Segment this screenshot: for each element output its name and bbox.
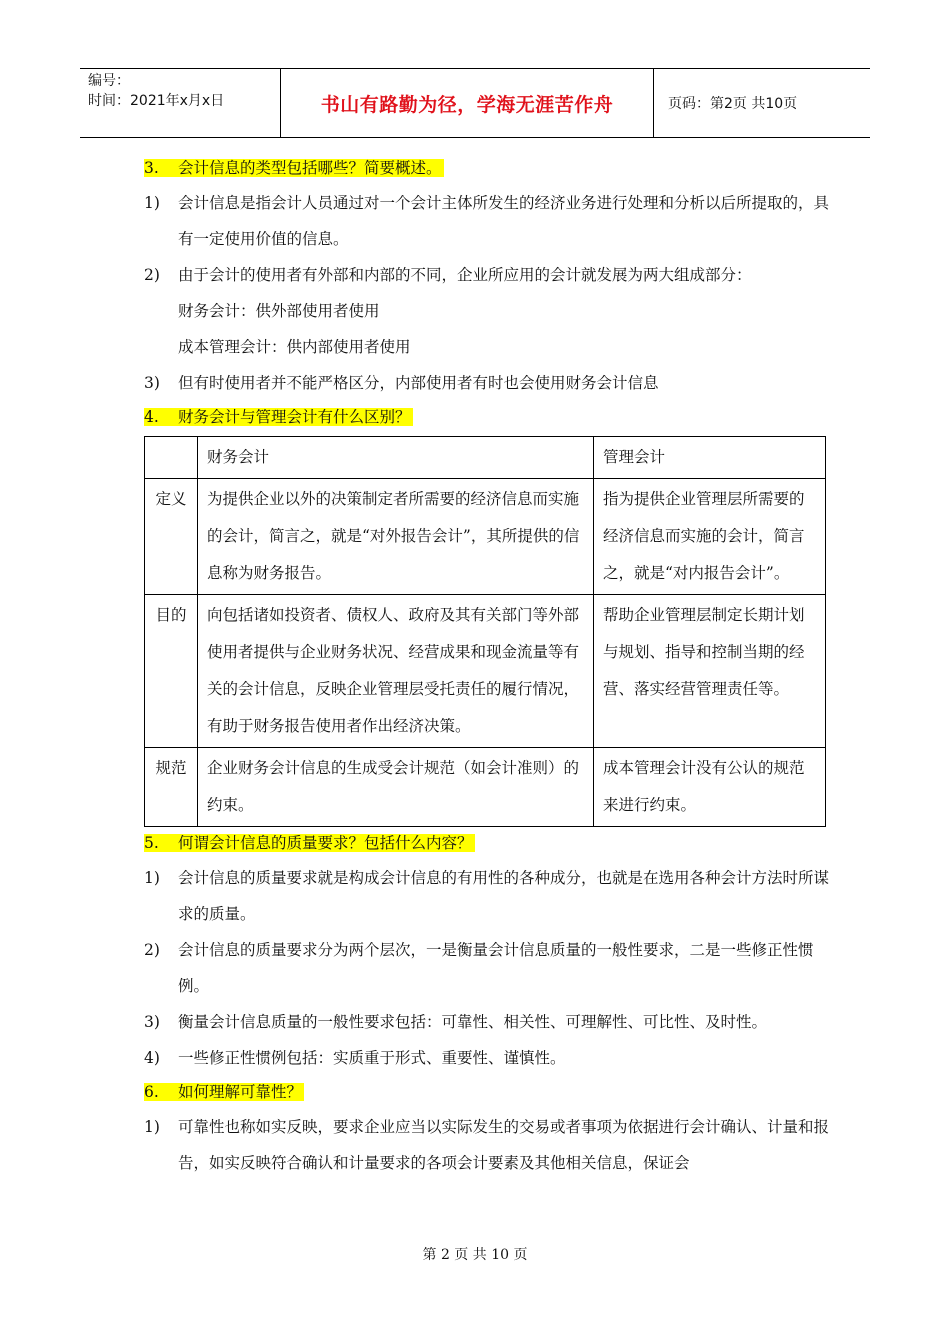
list-item [144,1040,834,1076]
table-header-cell: 财务会计 [198,437,594,479]
item-number: 4) [144,1049,160,1067]
row-label: 目的 [145,595,198,748]
question-5-heading [144,827,834,860]
item-text: 但有时使用者并不能严格区分，内部使用者有时也会使用财务会计信息 [178,374,659,392]
list-item [144,860,834,932]
question-number: 3. [144,159,159,177]
comparison-table [144,436,826,827]
table-row [145,748,826,827]
list-item [144,257,834,293]
item-text: 可靠性也称如实反映，要求企业应当以实际发生的交易或者事项为依据进行会计确认、计量和报告，如实反映符合确认和计量要求的各项会计要素及其他相关信息，保证会 [178,1118,830,1172]
list-item [144,365,834,401]
question-number: 5. [144,834,159,852]
header-page-info: 页码：第2页 共10页 [668,96,798,112]
question-6-heading [144,1076,834,1109]
table-cell: 指为提供企业管理层所需要的经济信息而实施的会计，简言之，就是“对内报告会计”。 [594,479,826,595]
question-title: 财务会计与管理会计有什么区别？ [178,408,411,426]
document-body [144,152,834,1181]
table-cell: 成本管理会计没有公认的规范来进行约束。 [594,748,826,827]
item-text: 一些修正性惯例包括：实质重于形式、重要性、谨慎性。 [178,1049,566,1067]
item-number: 3) [144,374,160,392]
list-item [144,932,834,1004]
header-meta [80,69,280,137]
page-footer: 第 2 页 共 10 页 [422,1247,528,1263]
question-4-heading [144,401,834,434]
item-text: 会计信息的质量要求就是构成会计信息的有用性的各种成分，也就是在选用各种会计方法时所谋求的质量。 [178,869,830,923]
table-cell: 向包括诸如投资者、债权人、政府及其有关部门等外部使用者提供与企业财务状况、经营成果和现金流量等有关的会计信息，反映企业管理层受托责任的履行情况，有助于财务报告使用者作出经济决策。 [198,595,594,748]
table-row [145,595,826,748]
header-motto: 书山有路勤为径，学海无涯苦作舟 [280,69,654,137]
item-number: 1) [144,194,160,212]
item-text: 会计信息是指会计人员通过对一个会计主体所发生的经济业务进行处理和分析以后所提取的，具有一定使用价值的信息。 [178,194,830,248]
table-cell: 企业财务会计信息的生成受会计规范（如会计准则）的约束。 [198,748,594,827]
question-title: 如何理解可靠性？ [178,1083,303,1101]
table-header-cell: 管理会计 [594,437,826,479]
item-number: 1) [144,1118,160,1136]
question-title: 何谓会计信息的质量要求？包括什么内容？ [178,834,473,852]
question-3-heading [144,152,834,185]
list-item [144,1004,834,1040]
item-number: 3) [144,1013,160,1031]
question-number: 6. [144,1083,159,1101]
item-number: 2) [144,266,160,284]
page-header [80,68,870,138]
question-number: 4. [144,408,159,426]
row-label: 定义 [145,479,198,595]
table-header-cell [145,437,198,479]
question-title: 会计信息的类型包括哪些？简要概述。 [178,159,442,177]
doc-number-label: 编号： [88,73,130,89]
sub-line: 财务会计：供外部使用者使用 [178,302,380,320]
item-number: 2) [144,941,160,959]
item-text: 会计信息的质量要求分为两个层次，一是衡量会计信息质量的一般性要求，二是一些修正性惯例。 [178,941,814,995]
time-label: 时间：2021年x月x日 [88,93,225,109]
item-text: 衡量会计信息质量的一般性要求包括：可靠性、相关性、可理解性、可比性、及时性。 [178,1013,768,1031]
table-header-row [145,437,826,479]
item-text: 由于会计的使用者有外部和内部的不同，企业所应用的会计就发展为两大组成部分： [178,266,752,284]
item-number: 1) [144,869,160,887]
list-item [144,185,834,257]
table-row [145,479,826,595]
table-cell: 帮助企业管理层制定长期计划与规划、指导和控制当期的经营、落实经营管理责任等。 [594,595,826,748]
table-cell: 为提供企业以外的决策制定者所需要的经济信息而实施的会计，简言之，就是“对外报告会计”，其所提供的信息称为财务报告。 [198,479,594,595]
row-label: 规范 [145,748,198,827]
list-item [144,1109,834,1181]
sub-line: 成本管理会计：供内部使用者使用 [178,338,411,356]
